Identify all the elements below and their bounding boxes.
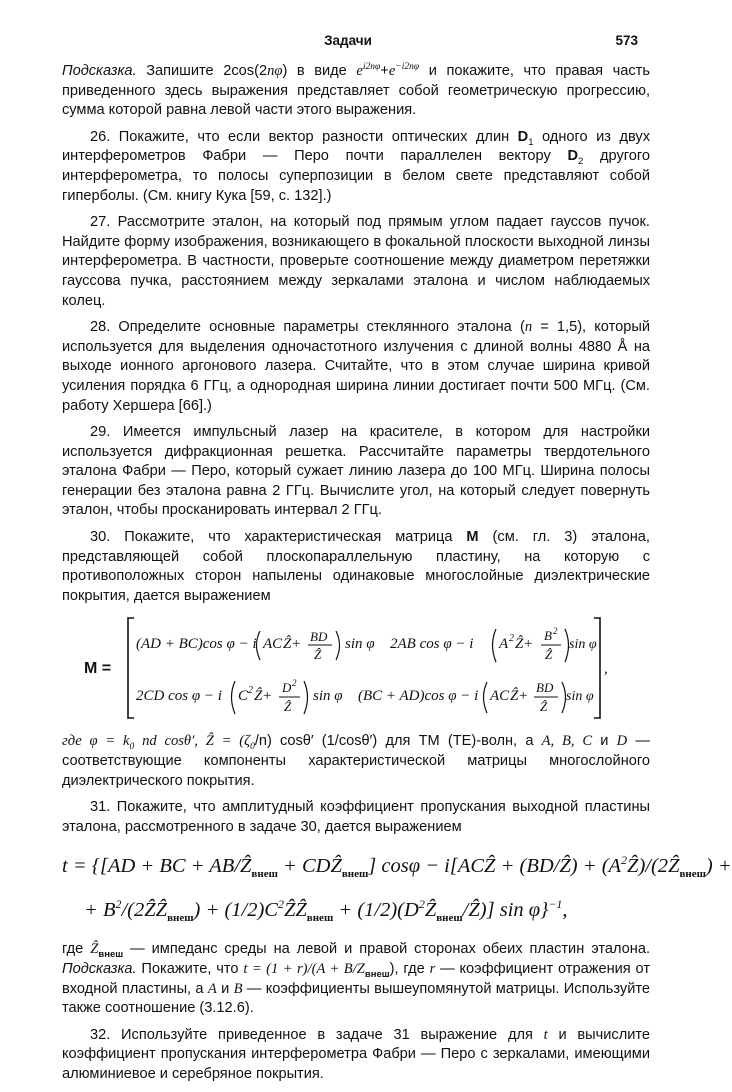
a11-tail: sin φ — [345, 636, 375, 653]
f2-sq1: 2 — [115, 897, 122, 912]
f2-z2-sub: внеш — [167, 912, 194, 925]
p26-text-3: другого интерферометра, то полосы суперпозиции в белом свете представляют собой гиперболы. (См. книгу Кука [59, с. 132].) — [62, 148, 650, 204]
f2-sq2: 2 — [277, 897, 284, 912]
a12-par-a-sup: 2 — [509, 633, 514, 645]
f1-z2: Ẑ — [330, 855, 342, 878]
f1-z6-sub: внеш — [679, 868, 706, 881]
f1-d: + (BD/ — [495, 855, 560, 878]
p31b-z: Ẑ — [90, 941, 99, 958]
matrix-explanation — [62, 732, 650, 791]
p26-d2-sub: 2 — [578, 156, 584, 168]
hint-text-1: Запишите 2cos(2 — [136, 63, 268, 79]
a11-frac-den: Ẑ — [314, 647, 322, 663]
p26-d2: D — [567, 148, 579, 165]
a11-par-c: + — [292, 636, 301, 653]
a21-par-a-sup: 2 — [248, 685, 253, 697]
text-body — [62, 62, 732, 1092]
f1-c: ] cosφ − i[AC — [368, 855, 485, 878]
f2-z6: Ẑ — [468, 899, 480, 922]
header-title: Задачи — [324, 33, 372, 48]
hint-paragraph — [62, 62, 650, 121]
expl-k-sub: 0 — [129, 742, 135, 753]
a11-rparen — [336, 631, 340, 660]
p31b-a: A — [207, 980, 217, 997]
f1-f: )/(2 — [638, 855, 669, 878]
a21-lparen — [232, 681, 236, 714]
page-number: 573 — [615, 33, 638, 48]
p31b-text-6: — коэффициент отражения от входной пластины, а — [62, 961, 651, 997]
a22-frac-num: BD — [536, 680, 554, 696]
expl-text-3: /n) cosθ′ (1/cosθ′) для ТМ (ТЕ)-волн, а — [254, 733, 542, 750]
p31b-text-3: Покажите, что — [136, 961, 244, 977]
hint-exp1: e — [356, 63, 363, 79]
problem-26 — [62, 128, 650, 206]
a12-frac-num-sup: 2 — [553, 626, 558, 637]
f1-z1: Ẑ — [240, 855, 252, 878]
f1-z6: Ẑ — [668, 855, 680, 878]
f2-e: / — [462, 899, 469, 922]
running-header — [0, 33, 696, 53]
a11-lparen — [257, 631, 261, 660]
p26-text-2: одного из двух интерферометров Фабри — Перо почти параллелен вектору — [62, 128, 651, 165]
p30-text-1: 30. Покажите, что характеристическая матрица — [90, 529, 467, 546]
a21-frac-num-sup: 2 — [292, 678, 297, 689]
hint-exp1-sup: i2nφ — [362, 62, 381, 73]
a12-par-c: + — [524, 636, 533, 653]
f2-d: + (1/2)(D — [333, 899, 419, 922]
matrix-comma: , — [604, 661, 608, 678]
a12-frac-num: B — [544, 628, 552, 644]
a12-par-b: Ẑ — [515, 636, 524, 653]
p32-text-1: 32. Используйте приведенное в задаче 31 выражение для — [90, 1026, 544, 1043]
a12-tail: sin φ — [569, 637, 597, 653]
a12-text: 2AB cos φ − i — [390, 636, 474, 653]
a21-par-c: + — [263, 688, 272, 705]
f2-inverse: −1 — [548, 897, 563, 912]
p28-n: n — [524, 319, 533, 336]
a21-tail: sin φ — [313, 688, 343, 705]
f2-g: , — [562, 899, 568, 922]
a21-text: 2CD cos φ − i — [136, 688, 222, 705]
a22-par-a: AC — [490, 688, 510, 705]
f1-e: ) + (A — [570, 855, 622, 878]
f2-z3: Ẑ — [283, 899, 296, 922]
a21-par-a: C — [238, 688, 249, 705]
a22-tail: sin φ — [566, 689, 594, 705]
a21-frac-num: D — [282, 680, 292, 696]
p31b-text-8: и — [216, 980, 234, 997]
f1-z1-sub: внеш — [251, 868, 278, 881]
p32-text-2: и вычислите коэффициент пропускания интерферометра Фабри — Перо с зеркалами, имеющими алюминиевое и серебряное покрытия. — [62, 1026, 651, 1082]
hint-exp2: e — [388, 63, 396, 79]
a22-lparen — [484, 682, 488, 713]
f1-sq: 2 — [621, 853, 628, 868]
expl-d: D — [616, 733, 628, 750]
hint-text-3: и покажите, что правая часть приведенного здесь выражения представляет собой геометрическую прогрессию, сумма которой равна левой части этого выражения. — [62, 63, 650, 119]
matrix-right-bracket — [594, 618, 600, 718]
f2-b: /(2 — [121, 899, 145, 922]
f2-a: + B — [84, 899, 116, 922]
a11-frac-num: BD — [310, 629, 328, 645]
f2-z1: Ẑ — [144, 899, 156, 922]
hint-plus: + — [380, 63, 389, 79]
f2-z2: Ẑ — [155, 899, 168, 922]
hint-nphi: nφ — [267, 63, 283, 79]
p31b-formula: t = (1 + r)/(A + B/Z — [243, 961, 365, 977]
a22-par-b: Ẑ — [510, 688, 519, 705]
a21-rparen — [304, 681, 308, 714]
expl-abc: A, B, C — [541, 733, 593, 750]
matrix-equation — [62, 614, 650, 722]
a22-frac-den: Ẑ — [540, 699, 548, 715]
f2-f: )] sin φ} — [479, 899, 549, 922]
f2-z4-sub: внеш — [306, 912, 334, 925]
expl-text-7: — соответствующие компоненты характеристической матрицы многослойного диэлектрического покрытия. — [62, 733, 650, 789]
a12-par-a: A — [499, 636, 509, 653]
problem-31: 31. Покажите, что амплитудный коэффициент пропускания выходной пластины эталона, рассмотренного в задаче 30, дается выражением — [62, 799, 650, 835]
f2-sq3: 2 — [418, 897, 425, 912]
p28-text-1: 28. Определите основные параметры стеклянного эталона ( — [90, 319, 525, 336]
a12-rparen — [565, 629, 569, 662]
p31b-text-10: — коэффициенты вышеупомянутой матрицы. Используйте также соотношение (3.12.6). — [62, 980, 651, 1017]
expl-text-5: и — [592, 733, 617, 750]
p31b-r: r — [429, 961, 436, 977]
f2-z5: Ẑ — [424, 899, 437, 922]
hint-exp2-sup: −i2nφ — [395, 62, 420, 73]
p31b-b: B — [233, 980, 243, 997]
a22-text: (BC + AD)cos φ − i — [358, 688, 479, 705]
hint-label: Подсказка. — [62, 63, 137, 79]
f1-a: t = {[AD + BC + AB/ — [62, 855, 241, 878]
f2-z5-sub: внеш — [436, 912, 463, 925]
p31b-formula-sub: внеш — [364, 968, 390, 980]
a22-par-c: + — [519, 688, 528, 705]
f2-z4: Ẑ — [295, 899, 307, 922]
a11-par-b: Ẑ — [283, 636, 292, 653]
formula-31-line-2 — [62, 888, 650, 932]
p31b-text-5: ), где — [389, 961, 430, 977]
a11-text: (AD + BC)cos φ − i — [136, 636, 257, 653]
p31b-text-2: — импеданс среды на левой и правой сторонах обеих пластин эталона. — [123, 941, 650, 958]
p30-matrix-symbol: M — [466, 529, 479, 546]
problem-28 — [62, 318, 650, 416]
f1-z2-sub: внеш — [341, 868, 369, 881]
f1-g: ) + — [705, 855, 732, 878]
p32-t: t — [543, 1026, 548, 1043]
f1-b: + CD — [277, 855, 331, 878]
a22-rparen — [562, 682, 566, 713]
p26-d1: D — [517, 128, 529, 145]
a11-par-a: AC — [263, 636, 283, 653]
p26-d1-sub: 1 — [528, 136, 534, 148]
f2-c: ) + (1/2)C — [193, 899, 278, 922]
problem-32 — [62, 1026, 650, 1085]
a21-par-b: Ẑ — [254, 688, 263, 705]
f1-z5: Ẑ — [627, 855, 639, 878]
p26-text-1: 26. Покажите, что если вектор разности оптических длин — [90, 128, 518, 145]
p28-text-2: = 1,5), который используется для выделения одночастотного излучения с длиной волны 4880 Å на выходе ионного аргонового лазера. Считайте, что в этом случае ширина кривой усиления порядка 6 ГГц, а однородная ширина линии достигает почти 500 МГц. (См. работу Хершера [66].) — [62, 319, 650, 414]
expl-text-2: nd cosθ′, Ẑ = (ζ — [134, 733, 251, 750]
p30-text-2: (см. гл. 3) эталона, представляющей собой плоскопараллельную пластину, на которую с противоположных сторон напылены одинаковые многослойные диэлектрические покрытия, дается выражением — [62, 529, 650, 604]
p31b-z-sub: внеш — [98, 949, 124, 961]
a12-frac-den: Ẑ — [545, 647, 553, 663]
f1-z3: Ẑ — [484, 855, 496, 878]
p31b-hint-label: Подсказка. — [62, 961, 137, 977]
problem-31-explanation — [62, 940, 650, 1018]
expl-text-1: где φ = k — [62, 733, 130, 750]
hint-text-2: ) в виде — [282, 63, 357, 79]
matrix-left-bracket — [128, 618, 134, 718]
formula-31 — [62, 844, 732, 932]
problem-29: 29. Имеется импульсный лазер на красителе, в котором для настройки используется дифракционная решетка. Рассчитайте параметры твердотельного эталона Фабри — Перо, который сужает линию лазера до 100 МГц. Ширина полосы генерации без эталона равна 2 ГГц. Вычислите угол, на который следует повернуть эталон, чтобы просканировать интервал 2 ГГц. — [62, 424, 650, 519]
a21-frac-den: Ẑ — [284, 699, 292, 715]
a12-lparen — [493, 629, 497, 662]
problem-30 — [62, 528, 650, 606]
formula-31-line-1 — [62, 844, 732, 888]
matrix-svg — [62, 614, 650, 722]
problem-27: 27. Рассмотрите эталон, на который под прямым углом падает гауссов пучок. Найдите форму изображения, возникающего в фокальной плоскости выходной линзы интерферометра. В частности, проверьте соотношение между диаметром перетяжки гауссова пучка, расстоянием между зеркалами эталона и числом наблюдаемых колец. — [62, 214, 650, 309]
p31b-text-1: где — [62, 941, 91, 958]
f1-z4: Ẑ — [559, 855, 571, 878]
matrix-lhs: M = — [84, 660, 112, 678]
expl-z-sub: 0 — [250, 742, 255, 753]
